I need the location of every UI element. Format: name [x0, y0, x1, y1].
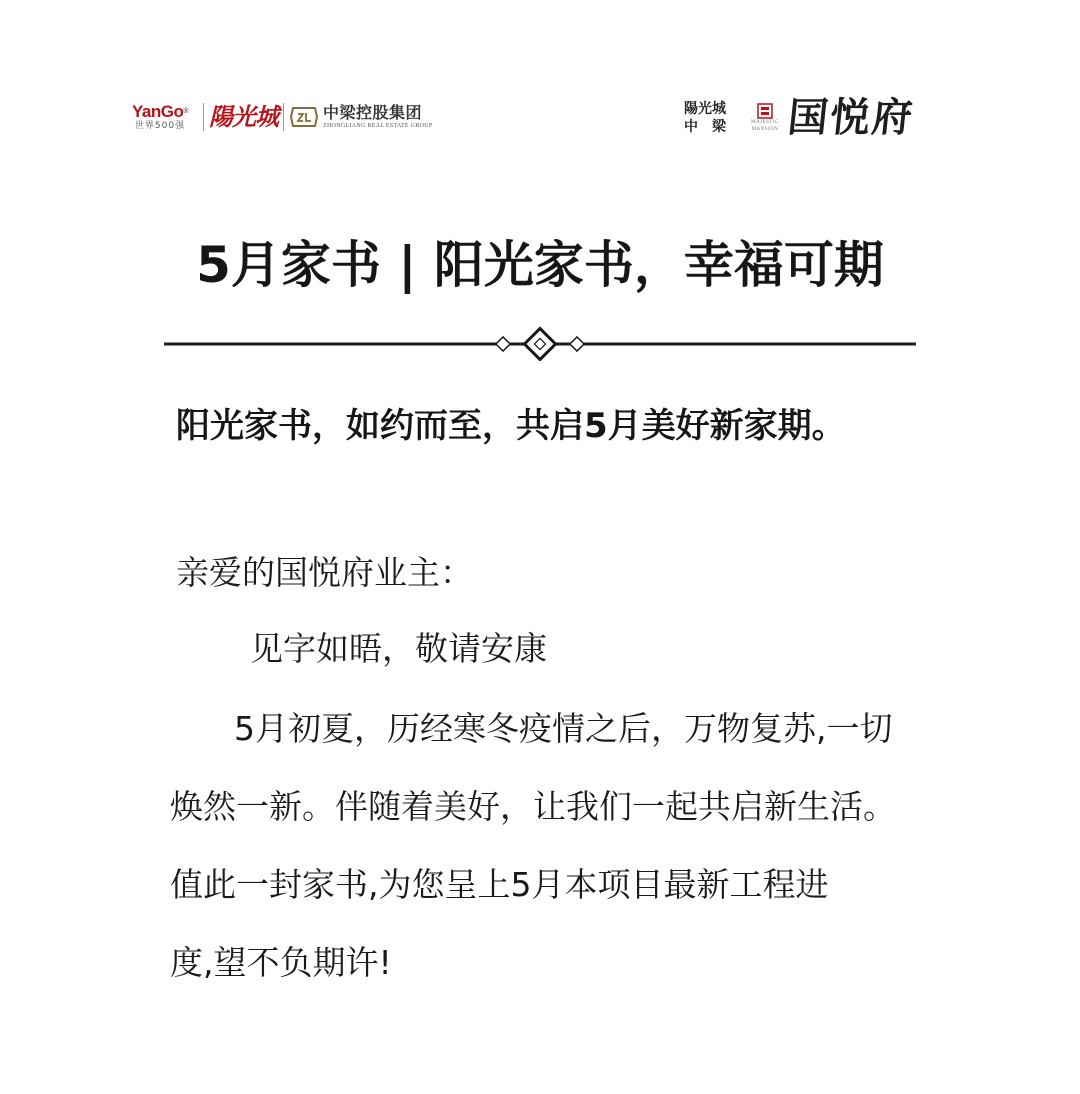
developer-line-2: 中梁: [684, 119, 740, 135]
paragraph-line: 度,望不负期许!: [170, 943, 392, 982]
project-logo: [684, 93, 917, 143]
seal-icon: [757, 103, 773, 119]
project-name: 国悦府: [785, 94, 917, 141]
logo-divider: [283, 103, 284, 131]
zhongliang-english: ZHONGLIANG REAL ESTATE GROUP: [323, 123, 433, 129]
zhongliang-logo: [323, 104, 433, 130]
yango-logo: [122, 103, 198, 132]
seal-english: MAJESTIC MANSION: [751, 120, 779, 132]
letter-wishes: 见字如晤，敬请安康: [250, 629, 547, 668]
page-title: 5月家书 | 阳光家书，幸福可期: [196, 236, 884, 294]
yango-tagline: 世界500强: [134, 120, 186, 131]
zhongliang-name: 中梁控股集团: [323, 103, 423, 122]
intro-line: 阳光家书，如约而至，共启5月美好新家期。: [176, 406, 846, 446]
letter-paragraph: [170, 702, 910, 1014]
letter-greeting: 亲爱的国悦府业主：: [176, 553, 473, 592]
yanguang-logo: 陽光城: [209, 102, 278, 131]
developer-line-1: 陽光城: [684, 101, 726, 117]
logo-divider: [203, 103, 204, 131]
zhongliang-emblem-icon: [289, 106, 319, 128]
seal-block: [748, 103, 782, 133]
ornament-divider: [164, 325, 916, 361]
developer-names: [684, 100, 740, 136]
paragraph-line: 5月初夏，历经寒冬疫情之后，万物复苏,一切: [234, 709, 893, 748]
paragraph-line: 焕然一新。伴随着美好，让我们一起共启新生活。: [170, 787, 896, 826]
yango-wordmark: YanGo®: [131, 101, 189, 121]
paragraph-line: 值此一封家书,为您呈上5月本项目最新工程进: [170, 865, 829, 904]
partner-logos: [122, 100, 433, 134]
